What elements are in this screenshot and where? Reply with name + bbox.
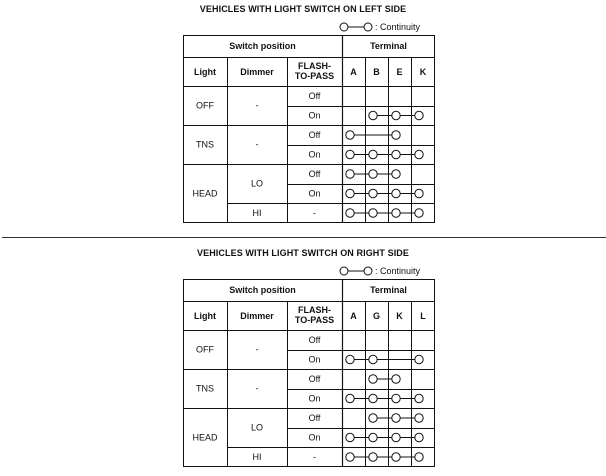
terminal-label: A	[350, 67, 357, 77]
flash-position-label: On	[308, 188, 321, 199]
continuity-node	[369, 355, 377, 363]
continuity-node	[369, 111, 377, 119]
right-side-switch-section	[0, 244, 606, 476]
section-title: VEHICLES WITH LIGHT SWITCH ON LEFT SIDE	[199, 4, 407, 14]
flash-position-label: On	[308, 354, 321, 365]
light-position-label: TNS	[196, 139, 214, 150]
flash-position-label: Off	[308, 169, 321, 179]
section-title: VEHICLES WITH LIGHT SWITCH ON RIGHT SIDE	[197, 248, 409, 258]
continuity-node	[392, 170, 400, 178]
continuity-legend	[339, 265, 420, 277]
terminal-label: K	[419, 67, 427, 77]
continuity-node	[346, 189, 354, 197]
light-position-label: HEAD	[192, 188, 218, 199]
header-terminal: Terminal	[370, 285, 407, 295]
continuity-node	[369, 394, 377, 402]
section-divider	[2, 237, 606, 238]
terminal-label: E	[396, 67, 403, 77]
header-flash-to-pass: TO-PASS	[294, 71, 335, 81]
header-dimmer: Dimmer	[240, 311, 274, 321]
continuity-node	[369, 414, 377, 422]
dimmer-position-label: LO	[250, 178, 264, 189]
flash-position-label: -	[313, 208, 316, 218]
dimmer-position-label: -	[255, 383, 259, 394]
flash-position-label: On	[308, 149, 321, 160]
header-switch-position: Switch position	[229, 41, 296, 51]
flash-position-label: Off	[308, 413, 321, 423]
continuity-node	[346, 433, 354, 441]
continuity-node	[369, 453, 377, 461]
continuity-node	[392, 209, 400, 217]
continuity-node	[392, 375, 400, 383]
dimmer-position-label: LO	[250, 422, 264, 433]
terminal-label: L	[420, 311, 426, 321]
continuity-node	[415, 209, 423, 217]
continuity-node	[346, 170, 354, 178]
legend-label: : Continuity	[375, 266, 421, 276]
flash-position-label: Off	[308, 335, 321, 345]
continuity-node	[369, 433, 377, 441]
continuity-node	[392, 414, 400, 422]
terminal-label: A	[350, 311, 357, 321]
header-terminal: Terminal	[370, 41, 407, 51]
continuity-node	[346, 209, 354, 217]
continuity-node	[346, 355, 354, 363]
light-position-label: TNS	[196, 383, 214, 394]
dimmer-position-label: -	[255, 139, 259, 150]
header-switch-position: Switch position	[229, 285, 296, 295]
continuity-symbol-icon	[339, 266, 373, 276]
table-body	[183, 279, 435, 467]
continuity-node	[369, 150, 377, 158]
continuity-node	[392, 453, 400, 461]
legend-label: : Continuity	[375, 22, 421, 32]
flash-position-label: Off	[308, 91, 321, 101]
terminal-label: B	[373, 67, 380, 77]
switch-continuity-table	[183, 279, 435, 467]
header-dimmer: Dimmer	[240, 67, 274, 77]
flash-position-label: On	[308, 393, 321, 404]
flash-position-label: On	[308, 432, 321, 443]
continuity-node	[346, 131, 354, 139]
header-flash-to-pass: FLASH-	[298, 61, 331, 71]
flash-position-label: Off	[308, 374, 321, 384]
continuity-node	[415, 453, 423, 461]
header-flash-to-pass: FLASH-	[298, 305, 331, 315]
continuity-node	[392, 189, 400, 197]
light-position-label: OFF	[196, 100, 214, 111]
header-flash-to-pass: TO-PASS	[294, 315, 335, 325]
header-light: Light	[194, 311, 216, 321]
continuity-node	[369, 375, 377, 383]
light-position-label: OFF	[196, 344, 214, 355]
dimmer-position-label: -	[255, 344, 259, 355]
dimmer-position-label: -	[255, 100, 259, 111]
table-body	[183, 35, 435, 223]
continuity-symbol-icon	[339, 22, 373, 32]
continuity-node	[415, 414, 423, 422]
continuity-node	[415, 433, 423, 441]
flash-position-label: -	[313, 452, 316, 462]
continuity-node	[415, 150, 423, 158]
continuity-node	[369, 170, 377, 178]
continuity-node	[392, 111, 400, 119]
terminal-label: K	[396, 311, 403, 321]
continuity-node	[415, 394, 423, 402]
continuity-node	[346, 453, 354, 461]
continuity-legend	[339, 21, 420, 33]
continuity-node	[369, 209, 377, 217]
flash-position-label: On	[308, 110, 321, 121]
continuity-node	[346, 150, 354, 158]
continuity-node	[392, 394, 400, 402]
header-light: Light	[194, 67, 216, 77]
continuity-node	[415, 111, 423, 119]
dimmer-position-label: HI	[252, 452, 262, 462]
continuity-node	[369, 189, 377, 197]
dimmer-position-label: HI	[252, 208, 262, 218]
switch-continuity-table	[183, 35, 435, 223]
flash-position-label: Off	[308, 130, 321, 140]
continuity-node	[392, 150, 400, 158]
continuity-node	[415, 189, 423, 197]
continuity-node	[392, 433, 400, 441]
continuity-node	[346, 394, 354, 402]
continuity-node	[392, 131, 400, 139]
light-position-label: HEAD	[192, 432, 218, 443]
terminal-label: G	[372, 311, 381, 321]
continuity-node	[415, 355, 423, 363]
left-side-switch-section	[0, 0, 606, 232]
